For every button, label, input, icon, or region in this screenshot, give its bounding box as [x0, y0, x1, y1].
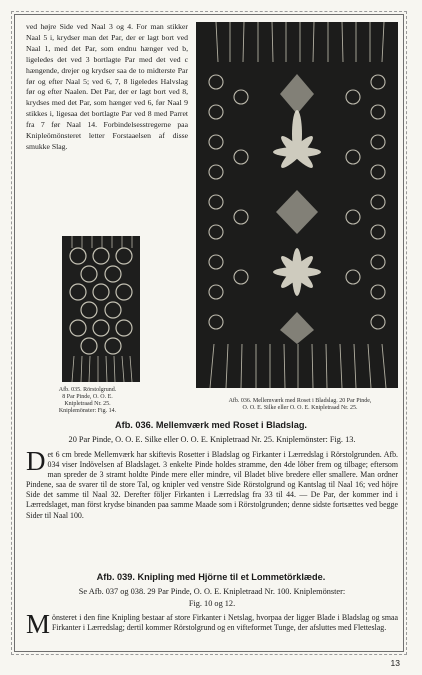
section2-heading: Afb. 039. Knipling med Hjörne til et Lommetörklæde.: [96, 572, 326, 582]
caption-035-line: 8 Par Pinde, O. O. E.: [62, 394, 113, 400]
section1-heading: Afb. 036. Mellemværk med Roset i Bladslag.: [115, 420, 307, 430]
page-number: 13: [390, 658, 400, 668]
section2-subline2: Fig. 10 og 12.: [188, 599, 236, 608]
caption-036: [200, 398, 400, 412]
section2-subline1: Se Afb. 037 og 038. 29 Par Pinde, O. O. E. Knipletraad Nr. 100. Kniplemönster:: [78, 587, 346, 596]
section2-paragraph-text: önsteret i den fine Knipling bestaar af store Firkanter i Netslag, hvorpaa der ligger Blade i Bladslag og smaa Firkanter i Lærredslag; dertil kommer Rörstolgrund og en vifteformet Tunge, der afsluttes med Fletteslag.: [52, 613, 398, 633]
section2-paragraph: [26, 609, 398, 639]
section1-paragraph-text: et 6 cm brede Mellemværk har skiftevis Rosetter i Bladslag og Firkanter i Lærredslag i Rörstolgrunden. Afb. 034 viser Indövelsen af Bladslaget. 3 enkelte Pinde holdes stramme, den 4de löber frem og tilbage; eftersom man spreder de 3 stramt holdte Pinde mere eller mindre, vil Bladet blive bredere eller smallere. Man ordner Pindene, saa de svarer til de store Tal, og knipler ved venstre Side Rörstolgrund og Kantslag til Naal 16; ved höjre Side det samme til Naal 32. Derefter följer Firkanten i Lærredslag fra 33 til 44. — De Par, der kommer ind i Lærredslaget, man först krydse binanden paa samme Maade som i Rörstolgrunden; denne sidste fortsættes ved begge Sider til Naal 100.: [26, 450, 398, 520]
caption-035-line: Kniplemönster: Fig. 14.: [58, 408, 117, 414]
caption-035: [30, 387, 145, 415]
caption-035-line: Afb. 035. Rörstolgrund.: [58, 387, 117, 393]
lace-photo-036: [196, 22, 398, 388]
section1-paragraph: [26, 446, 398, 521]
body-text-top: ved højre Side ved Naal 3 og 4. For man stikker Naal 5 i, krydser man det Par, der er lagt bort ved Naal 1, med det Par, som endnu hænger ved b, ligeledes det ved 3 bortlagte Par med det ved c hængende, drejer og krydser saa de to midterste Par før og efter Naal 5; ved 6, 7, 8 ligeledes Halvslag før og efter Naalen. Det Par, der er lagt bort ved 8, krydses med det Par, som hænger ved 6, før Naal 9 stikkes i, ligesaa det bortlagte Par ved 8 med Parret fra 7 før Naal 14. Forbindelsesstregerne paa Knipleömönsteret letter Forstaaelsen af disse smukke Slag.: [26, 22, 188, 151]
section1-subline: 20 Par Pinde, O. O. E. Silke eller O. O. E. Knipletraad Nr. 25. Kniplemönster: Fig. 13.: [68, 435, 356, 444]
lace-photo-035: [62, 236, 140, 382]
caption-036-line: Afb. 036. Mellemværk med Roset i Bladslag. 20 Par Pinde,: [228, 398, 372, 404]
section2-dropcap: M: [26, 609, 51, 639]
caption-036-line: O. O. E. Silke eller O. O. E. Knipletraad Nr. 25.: [242, 405, 358, 411]
caption-035-line: Knipletraad Nr. 25.: [64, 401, 111, 407]
section1-dropcap: D: [26, 446, 46, 476]
